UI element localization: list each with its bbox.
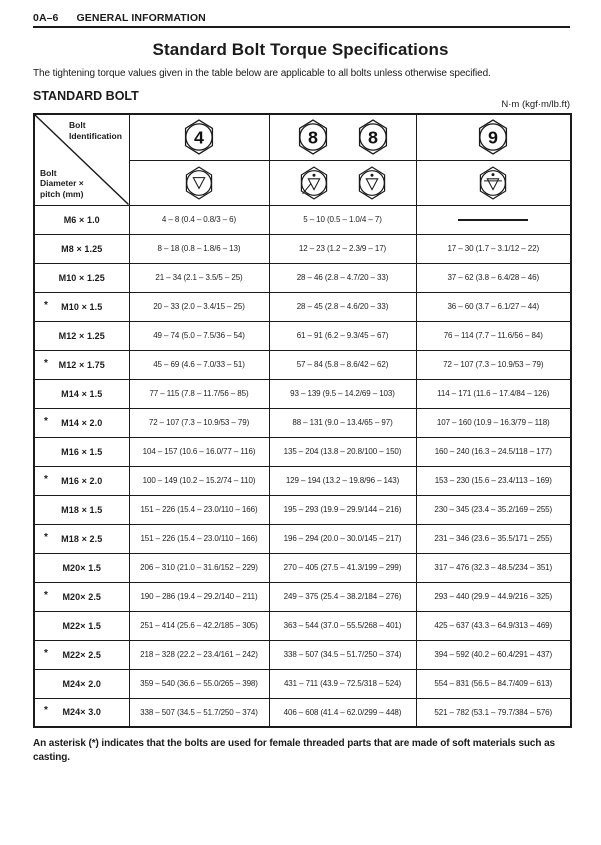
torque-value-cell: 338 – 507 (34.5 – 51.7/250 – 374)	[269, 640, 416, 669]
torque-value-cell: 5 – 10 (0.5 – 1.0/4 – 7)	[269, 205, 416, 234]
table-row	[34, 321, 571, 350]
asterisk-mark: *	[44, 647, 48, 659]
torque-value-cell: 72 – 107 (7.3 – 10.9/53 – 79)	[416, 350, 571, 379]
torque-value-cell: 218 – 328 (22.2 – 23.4/161 – 242)	[129, 640, 269, 669]
bolt-size-cell	[34, 379, 129, 408]
table-row	[34, 640, 571, 669]
bolt-size-cell	[34, 437, 129, 466]
page-number: 0A–6	[33, 12, 59, 24]
table-row	[34, 379, 571, 408]
bolt-size-cell	[34, 640, 129, 669]
bolt-size-cell	[34, 698, 129, 727]
bolt-size-cell	[34, 582, 129, 611]
torque-value-cell: 76 – 114 (7.7 – 11.6/56 – 84)	[416, 321, 571, 350]
torque-value-cell: 196 – 294 (20.0 – 30.0/145 – 217)	[269, 524, 416, 553]
table-row	[34, 698, 571, 727]
asterisk-mark: *	[44, 357, 48, 369]
svg-text:9: 9	[488, 127, 499, 148]
table-row	[34, 408, 571, 437]
bolt-size-cell	[34, 321, 129, 350]
header-rule	[33, 26, 570, 28]
hex-bolt-head-grade9-icon	[477, 119, 509, 155]
corner-label-diameter-pitch: Bolt Diameter × pitch (mm)	[40, 167, 84, 199]
torque-value-cell: 28 – 45 (2.8 – 4.6/20 – 33)	[269, 292, 416, 321]
marking-cell-class9	[416, 160, 571, 205]
bolt-size-label: M14 × 1.5	[61, 388, 103, 399]
table-row	[34, 669, 571, 698]
bolt-size-label: M12 × 1.25	[58, 330, 105, 341]
bolt-size-cell	[34, 292, 129, 321]
bolt-size-label: M22× 2.5	[62, 649, 102, 660]
torque-value-cell: 72 – 107 (7.3 – 10.9/53 – 79)	[129, 408, 269, 437]
bolt-size-cell	[34, 234, 129, 263]
torque-value-cell: 251 – 414 (25.6 – 42.2/185 – 305)	[129, 611, 269, 640]
asterisk-mark: *	[44, 299, 48, 311]
bolt-size-label: M22× 1.5	[62, 620, 102, 631]
torque-value-cell: 104 – 157 (10.6 – 16.0/77 – 116)	[129, 437, 269, 466]
bolt-size-cell	[34, 524, 129, 553]
svg-text:4: 4	[194, 127, 204, 148]
table-row	[34, 350, 571, 379]
hex-bolt-head-grade8-icon	[297, 119, 329, 155]
torque-value-cell: 406 – 608 (41.4 – 62.0/299 – 448)	[269, 698, 416, 727]
table-row	[34, 611, 571, 640]
chapter-title: GENERAL INFORMATION	[76, 12, 206, 24]
marking-cell-class8	[269, 160, 416, 205]
torque-value-cell: 151 – 226 (15.4 – 23.0/110 – 166)	[129, 495, 269, 524]
torque-value-cell: 359 – 540 (36.6 – 55.0/265 – 398)	[129, 669, 269, 698]
corner-header-cell	[34, 114, 129, 205]
torque-value-cell: 36 – 60 (3.7 – 6.1/27 – 44)	[416, 292, 571, 321]
spec-table-body	[34, 114, 571, 727]
triangle-mark-icon	[184, 166, 214, 200]
bolt-size-label: M16 × 1.5	[61, 446, 103, 457]
torque-value-cell: 77 – 115 (7.8 – 11.7/56 – 85)	[129, 379, 269, 408]
marking-cell-class4	[129, 160, 269, 205]
torque-value-cell: 45 – 69 (4.6 – 7.0/33 – 51)	[129, 350, 269, 379]
bolt-size-label: M16 × 2.0	[61, 475, 103, 486]
torque-value-cell: 49 – 74 (5.0 – 7.5/36 – 54)	[129, 321, 269, 350]
dot-triangle-mark-icon	[357, 166, 387, 200]
torque-value-cell: 61 – 91 (6.2 – 9.3/45 – 67)	[269, 321, 416, 350]
torque-value-cell: 107 – 160 (10.9 – 16.3/79 – 118)	[416, 408, 571, 437]
grade-cell-class9	[416, 114, 571, 160]
running-header	[33, 12, 206, 24]
bolt-size-cell	[34, 466, 129, 495]
torque-value-cell: 554 – 831 (56.5 – 84.7/409 – 613)	[416, 669, 571, 698]
torque-value-cell: 129 – 194 (13.2 – 19.8/96 – 143)	[269, 466, 416, 495]
torque-value-cell: 338 – 507 (34.5 – 51.7/250 – 374)	[129, 698, 269, 727]
torque-value-cell: 394 – 592 (40.2 – 60.4/291 – 437)	[416, 640, 571, 669]
bolt-size-label: M18 × 1.5	[61, 504, 103, 515]
intro-text: The tightening torque values given in the table below are applicable to all bolts unless otherwise specified.	[33, 68, 491, 79]
torque-value-cell: 317 – 476 (32.3 – 48.5/234 – 351)	[416, 553, 571, 582]
torque-value-cell: 160 – 240 (16.3 – 24.5/118 – 177)	[416, 437, 571, 466]
torque-value-cell: 20 – 33 (2.0 – 3.4/15 – 25)	[129, 292, 269, 321]
bolt-size-label: M8 × 1.25	[61, 243, 103, 254]
section-heading: STANDARD BOLT	[33, 89, 139, 103]
units-label: N·m (kgf·m/lb.ft)	[501, 99, 570, 110]
torque-value-cell: 270 – 405 (27.5 – 41.3/199 – 299)	[269, 553, 416, 582]
asterisk-mark: *	[44, 415, 48, 427]
bolt-size-label: M20× 1.5	[62, 562, 102, 573]
torque-value-cell: 28 – 46 (2.8 – 4.7/20 – 33)	[269, 263, 416, 292]
torque-value-cell: 363 – 544 (37.0 – 55.5/268 – 401)	[269, 611, 416, 640]
torque-value-cell: 17 – 30 (1.7 – 3.1/12 – 22)	[416, 234, 571, 263]
torque-value-cell: 100 – 149 (10.2 – 15.2/74 – 110)	[129, 466, 269, 495]
torque-value-cell: 151 – 226 (15.4 – 23.0/110 – 166)	[129, 524, 269, 553]
torque-value-cell: 431 – 711 (43.9 – 72.5/318 – 524)	[269, 669, 416, 698]
torque-value-cell: 153 – 230 (15.6 – 23.4/113 – 169)	[416, 466, 571, 495]
bolt-size-label: M10 × 1.5	[61, 301, 103, 312]
grade-cell-class8	[269, 114, 416, 160]
bolt-size-label: M24× 2.0	[62, 678, 102, 689]
no-value-dash	[458, 219, 528, 221]
bolt-size-label: M6 × 1.0	[63, 214, 100, 225]
torque-value-cell: 230 – 345 (23.4 – 35.2/169 – 255)	[416, 495, 571, 524]
table-row	[34, 524, 571, 553]
bolt-size-label: M14 × 2.0	[61, 417, 103, 428]
torque-value-cell: 8 – 18 (0.8 – 1.8/6 – 13)	[129, 234, 269, 263]
torque-value-cell: 135 – 204 (13.8 – 20.8/100 – 150)	[269, 437, 416, 466]
bolt-size-cell	[34, 263, 129, 292]
asterisk-mark: *	[44, 589, 48, 601]
bolt-size-cell	[34, 553, 129, 582]
bolt-size-cell	[34, 350, 129, 379]
table-row	[34, 495, 571, 524]
table-row	[34, 263, 571, 292]
grade-header-row	[34, 114, 571, 160]
asterisk-footnote: An asterisk (*) indicates that the bolts are used for female threaded parts that are made of soft materials such as casting.	[33, 738, 555, 763]
page-title: Standard Bolt Torque Specifications	[152, 40, 449, 59]
bolt-size-label: M12 × 1.75	[58, 359, 105, 370]
grade-cell-class4	[129, 114, 269, 160]
torque-value-cell: 425 – 637 (43.3 – 64.9/313 – 469)	[416, 611, 571, 640]
table-row	[34, 234, 571, 263]
bolt-size-label: M10 × 1.25	[58, 272, 105, 283]
torque-value-cell: 249 – 375 (25.4 – 38.2/184 – 276)	[269, 582, 416, 611]
table-row	[34, 437, 571, 466]
torque-value-cell: 190 – 286 (19.4 – 29.2/140 – 211)	[129, 582, 269, 611]
table-row	[34, 553, 571, 582]
torque-value-cell: 231 – 346 (23.6 – 35.5/171 – 255)	[416, 524, 571, 553]
bolt-size-cell	[34, 495, 129, 524]
torque-value-cell: 195 – 293 (19.9 – 29.9/144 – 216)	[269, 495, 416, 524]
torque-value-cell: 4 – 8 (0.4 – 0.8/3 – 6)	[129, 205, 269, 234]
torque-value-cell: 293 – 440 (29.9 – 44.9/216 – 325)	[416, 582, 571, 611]
bolt-size-label: M20× 2.5	[62, 591, 102, 602]
asterisk-mark: *	[44, 473, 48, 485]
torque-value-cell: 93 – 139 (9.5 – 14.2/69 – 103)	[269, 379, 416, 408]
svg-text:8: 8	[367, 127, 378, 148]
svg-text:8: 8	[307, 127, 318, 148]
torque-value-cell: 37 – 62 (3.8 – 6.4/28 – 46)	[416, 263, 571, 292]
torque-value-cell: 206 – 310 (21.0 – 31.6/152 – 229)	[129, 553, 269, 582]
dot-triangle-slash-mark-icon	[299, 166, 329, 200]
torque-value-cell: 21 – 34 (2.1 – 3.5/5 – 25)	[129, 263, 269, 292]
table-row	[34, 205, 571, 234]
torque-value-cell: 521 – 782 (53.1 – 79.7/384 – 576)	[416, 698, 571, 727]
bolt-size-label: M18 × 2.5	[61, 533, 103, 544]
asterisk-mark: *	[44, 531, 48, 543]
torque-value-cell: 57 – 84 (5.8 – 8.6/42 – 62)	[269, 350, 416, 379]
torque-spec-table	[33, 113, 572, 728]
table-row	[34, 466, 571, 495]
table-row	[34, 292, 571, 321]
bolt-size-cell	[34, 205, 129, 234]
bolt-size-cell	[34, 611, 129, 640]
table-row	[34, 582, 571, 611]
hex-bolt-head-grade4-icon	[183, 119, 215, 155]
asterisk-mark: *	[44, 705, 48, 717]
bolt-size-cell	[34, 408, 129, 437]
torque-value-cell	[416, 205, 571, 234]
torque-value-cell: 114 – 171 (11.6 – 17.4/84 – 126)	[416, 379, 571, 408]
dot-triangle-line-mark-icon	[478, 166, 508, 200]
corner-label-identification: Bolt Identification	[69, 120, 122, 141]
hex-bolt-head-grade8b-icon	[357, 119, 389, 155]
torque-value-cell: 12 – 23 (1.2 – 2.3/9 – 17)	[269, 234, 416, 263]
torque-value-cell: 88 – 131 (9.0 – 13.4/65 – 97)	[269, 408, 416, 437]
bolt-size-cell	[34, 669, 129, 698]
bolt-size-label: M24× 3.0	[62, 707, 102, 718]
